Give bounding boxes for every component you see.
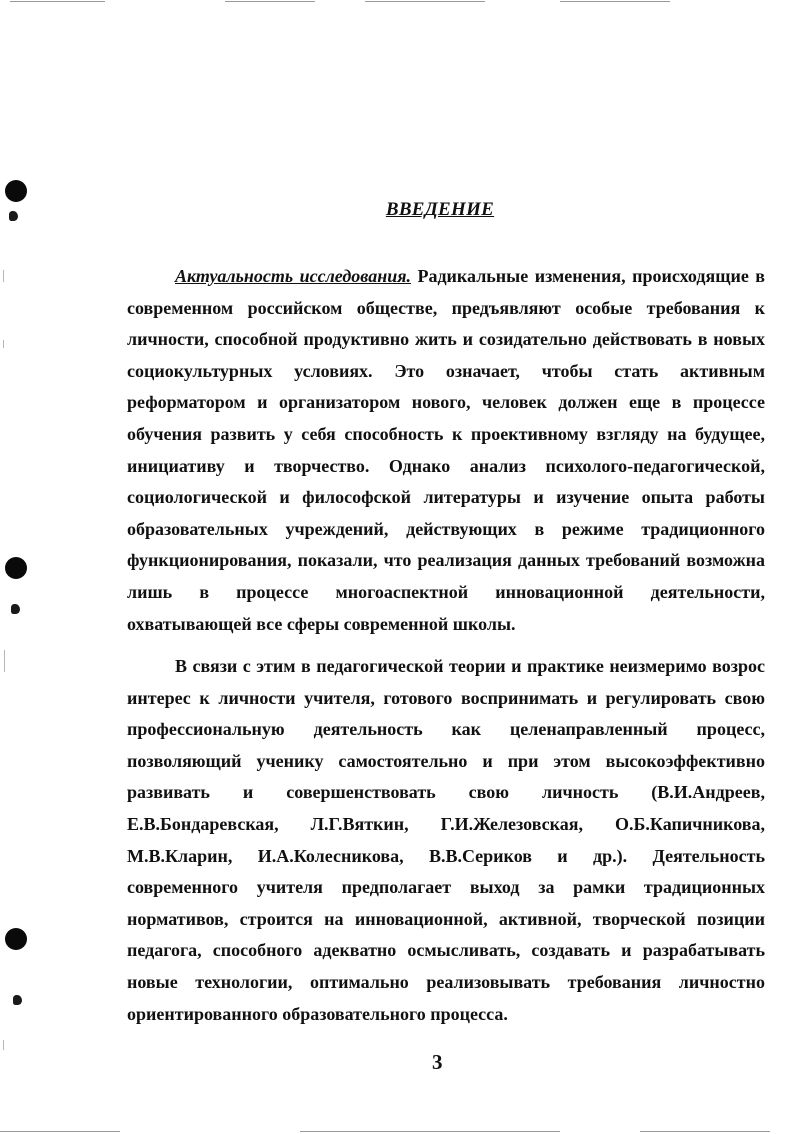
teacher-interest-body-text: В связи с этим в педагогической теории и практике неизмеримо возрос интерес к личности учителя, готового воспринимать и регулировать свою профессиональную деятельность как целенаправленный процесс, позволяющий ученику самостоятельно и при этом высокоэффективно развивать и совершенствовать свою личность (В.И.Андреев, Е.В.Бондаревская, Л.Г.Вяткин, Г.И.Железовская, О.Б.Капичникова, М.В.Кларин, И.А.Колесникова, В.В.Сериков и др.). Деятельность современного учителя предполагает выход за рамки традиционных нормативов, строится на инновационной, активной, творческой позиции педагога, способного адекватно осмысливать, создавать и разрабатывать новые технологии, оптимально реализовывать требования личностно ориентированного образовательного процесса.: [127, 656, 765, 1024]
left-edge-mark-1: [3, 270, 4, 282]
paragraph-teacher-interest: [127, 651, 765, 1030]
left-edge-mark-3: [4, 650, 5, 672]
paragraph-relevance: [127, 261, 765, 640]
binder-mark-bottom: [13, 995, 22, 1005]
bottom-scan-line-right: [640, 1131, 770, 1132]
top-scan-line-mid-2: [365, 1, 485, 2]
left-edge-mark-2: [3, 340, 4, 348]
bottom-scan-line-left: [0, 1131, 120, 1132]
binder-hole-bottom: [5, 928, 27, 950]
top-scan-line-mid: [225, 1, 315, 2]
left-edge-mark-4: [3, 1040, 4, 1050]
bottom-scan-line-mid: [300, 1131, 560, 1132]
relevance-body-text: Радикальные изменения, происходящие в современном российском обществе, предъявляют особые требования к личности, способной продуктивно жить и созидательно действовать в новых социокультурных условиях. Это означает, чтобы стать активным реформатором и организатором нового, человек должен еще в процессе обучения развить у себя способность к проективному взгляду на будущее, инициативу и творчество. Однако анализ психолого-педагогической, социологической и философской литературы и изучение опыта работы образовательных учреждений, действующих в режиме традиционного функционирования, показали, что реализация данных требований возможна лишь в процессе многоаспектной инновационной деятельности, охватывающей все сферы современной школы.: [127, 266, 766, 634]
binder-mark-middle: [11, 604, 20, 614]
top-scan-line-right: [560, 1, 670, 2]
binder-hole-middle: [5, 557, 27, 579]
top-scan-line-left: [10, 1, 105, 2]
section-heading: ВВЕДЕНИЕ: [385, 199, 495, 220]
paragraph-relevance-text: [127, 261, 765, 640]
relevance-lead-phrase: Актуальность исследования.: [175, 266, 411, 286]
page-number: 3: [432, 1050, 443, 1074]
